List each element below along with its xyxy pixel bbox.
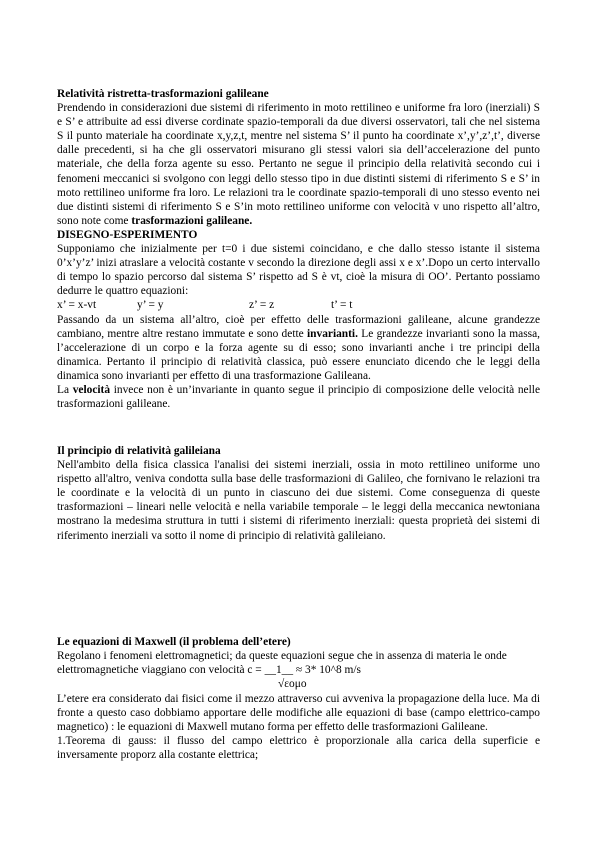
experiment-heading: DISEGNO-ESPERIMENTO	[57, 228, 198, 241]
equation-x: x’ = x-vt	[57, 299, 97, 312]
invariants-paragraph: Passando da un sistema all’altro, cioè per effetto delle trasformazioni galileane, alcune grandezze cambiano, mentre altre restano immutate e sono dette invarianti. Le grandezze invarianti sono la massa, l’accelerazione di un corpo e la forza agente su di esso; sono invarianti anche i tre principi della dinamica. Pertanto il principio di relatività classica, può essere enunciato dicendo che le leggi della dinamica sono invarianti per effetto di una trasformazione Galileana.	[57, 313, 540, 382]
equation-t: t’ = t	[331, 299, 353, 312]
gauss-paragraph: 1.Teorema di gauss: il flusso del campo elettrico è proporzionale alla carica della superficie e inversamente proporz alla costante elettrica;	[57, 735, 540, 762]
intro-paragraph: Prendendo in considerazioni due sistemi di riferimento in moto rettilineo e uniforme fra loro (inerziali) S e S’ e attribuite ad essi diverse cordinate spazio-temporali da due diversi osservatori, tali che nel sistema S il punto materiale ha coordinate x,y,z,t, mentre nel sistema S’ il punto ha coordinate x’,y’,z’,t’, diverse dalle precedenti, si ha che gli osservatori misurano gli stessi valori sia dell’accelerazione del punto materiale, che della forza agente su esso. Pertanto ne segue il principio della relatività secondo cui i fenomeni meccanici si svolgono con leggi dello stesso tipo in due distinti sistemi di riferimento S e S’ in moto rettilineo uniforme fra loro. Le relazioni tra le coordinate spazio-temporali di uno stesso evento nei due distinti sistemi di riferimento S e S’in moto rettilineo uniforme con velocità v uno rispetto all’altro, sono note come trasformazioni galileane.	[57, 102, 540, 227]
section-title: Relatività ristretta-trasformazioni galileane	[57, 88, 269, 100]
section-title: Il principio di relatività galileiana	[57, 445, 221, 457]
velocity-paragraph: La velocità invece non è un’invariante in quanto segue il principio di composizione delle velocità nelle trasformazioni galileane.	[57, 383, 541, 411]
experiment-paragraph: Supponiamo che inizialmente per t=0 i due sistemi coincidano, e che dallo stesso istante il sistema 0’x’y’z’ inizi atraslare a velocità costante v secondo la direzione degli assi x e x’.Dopo un certo intervallo di tempo lo spazio percorso dal sistema S’ rispetto ad S è vt, cioè la misura di OO’. Pertanto possiamo dedurre le quattro equazioni:	[57, 243, 540, 298]
speed-formula-denominator: √εομο	[278, 678, 307, 690]
section-title: Le equazioni di Maxwell (il problema dell’etere)	[57, 636, 291, 648]
equation-y: y’ = y	[137, 299, 164, 312]
section-galilean-principle	[57, 444, 540, 543]
ether-paragraph: L’etere era considerato dai fisici come il mezzo attraverso cui avveniva la propagazione della luce. Ma di fronte a questo caso dobbiamo apportare delle modifiche alle equazioni di base (campo elettrico-campo magnetico) : le equazioni di Maxwell mutano forma per effetto delle trasformazioni Galileane.	[57, 693, 540, 734]
section-maxwell	[57, 635, 540, 677]
maxwell-line-1: Regolano i fenomeni elettromagnetici; da queste equazioni segue che in assenza di materia le onde	[57, 650, 507, 663]
maxwell-line-2: elettromagnetiche viaggiano con velocità c = __1__ ≈ 3* 10^8 m/s	[57, 664, 361, 677]
equations-row	[57, 298, 540, 312]
equation-z: z’ = z	[249, 299, 275, 312]
section-maxwell-continued	[57, 692, 540, 762]
section-relativity	[57, 87, 540, 411]
galilean-paragraph: Nell'ambito della fisica classica l'analisi dei sistemi inerziali, ossia in moto rettilineo uniforme uno rispetto all'altro, veniva condotta sulla base delle trasformazioni di Galileo, che fornivano le relazioni tra le coordinate e la velocità di un punto in ciascuno dei due sistemi. Come conseguenza di queste trasformazioni – lineari nelle velocità e nella variabile temporale – le leggi della meccanica newtoniana mostrano la medesima struttura in tutti i sistemi di riferimento inerziali: questa proprietà dei sistemi di riferimento inerziali va sotto il nome di principio di relatività galileiano.	[57, 459, 540, 542]
